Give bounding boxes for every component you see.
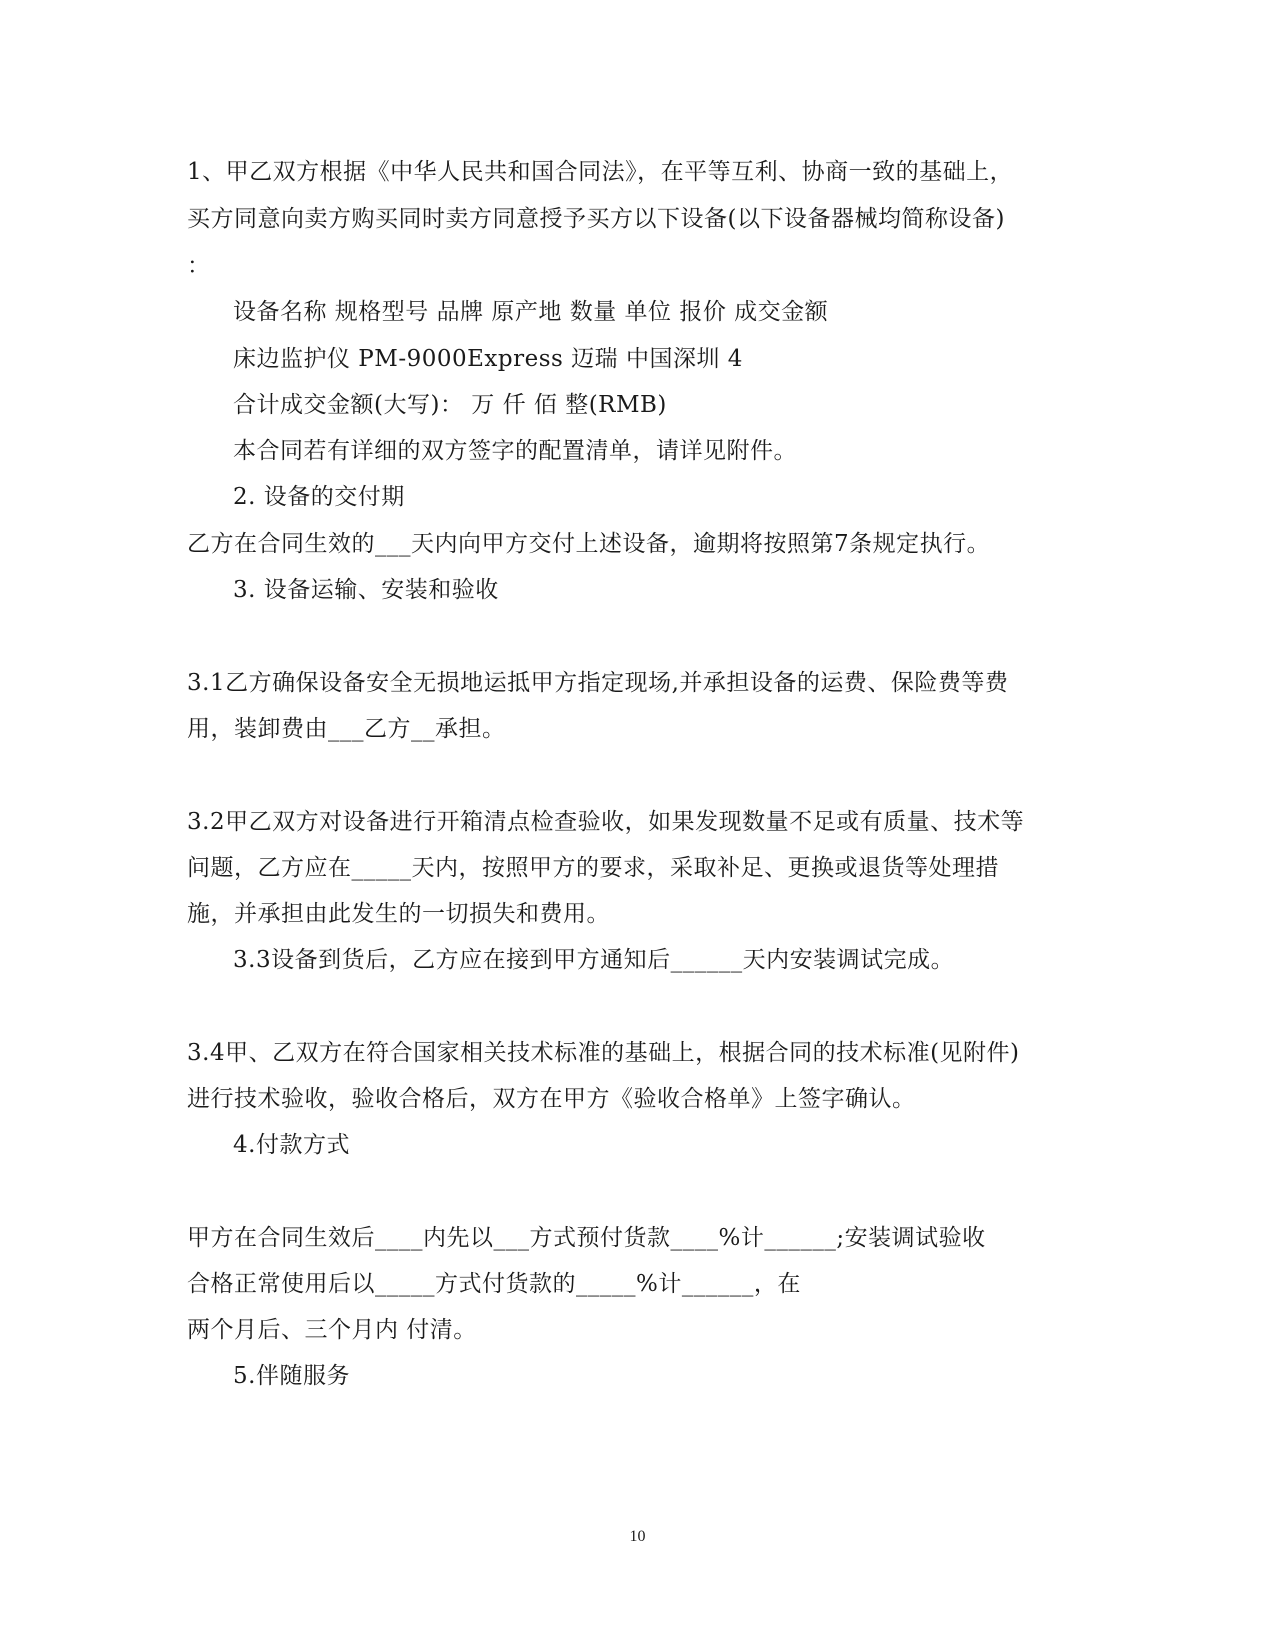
- clause-1-line-3: ：: [187, 253, 211, 279]
- equipment-table-row: 床边监护仪 PM-9000Express 迈瑞 中国深圳 4: [233, 346, 743, 372]
- clause-1-line-1: 1、甲乙双方根据《中华人民共和国合同法》，在平等互利、协商一致的基础上，: [187, 159, 1014, 185]
- section-5-heading: 5.伴随服务: [233, 1363, 350, 1389]
- equipment-table-header: 设备名称 规格型号 品牌 原产地 数量 单位 报价 成交金额: [233, 299, 829, 325]
- clause-3-2-line-3: 施，并承担由此发生的一切损失和费用。: [187, 901, 610, 927]
- total-amount-line: 合计成交金额(大写)： 万 仟 佰 整(RMB): [233, 392, 667, 418]
- clause-1-line-2: 买方同意向卖方购买同时卖方同意授予买方以下设备(以下设备器械均简称设备): [187, 206, 1005, 232]
- page-number: 10: [629, 1528, 646, 1545]
- section-4-heading: 4.付款方式: [233, 1132, 350, 1158]
- section-2-heading: 2. 设备的交付期: [233, 484, 405, 510]
- clause-3-4-line-2: 进行技术验收，验收合格后，双方在甲方《验收合格单》上签字确认。: [187, 1086, 916, 1112]
- section-3-heading: 3. 设备运输、安装和验收: [233, 577, 499, 603]
- clause-3-1-line-1: 3.1乙方确保设备安全无损地运抵甲方指定现场,并承担设备的运费、保险费等费: [187, 670, 1009, 696]
- section-2-body: 乙方在合同生效的___天内向甲方交付上述设备，逾期将按照第7条规定执行。: [187, 531, 991, 557]
- clause-3-2-line-2: 问题，乙方应在_____天内，按照甲方的要求，采取补足、更换或退货等处理措: [187, 855, 999, 881]
- clause-3-2-line-1: 3.2甲乙双方对设备进行开箱清点检查验收，如果发现数量不足或有质量、技术等: [187, 809, 1025, 835]
- clause-3-1-line-2: 用，装卸费由___乙方__承担。: [187, 716, 506, 742]
- clause-3-3: 3.3设备到货后，乙方应在接到甲方通知后______天内安装调试完成。: [233, 947, 955, 973]
- payment-line-2: 合格正常使用后以_____方式付货款的_____%计______，在: [187, 1271, 801, 1297]
- attachment-note: 本合同若有详细的双方签字的配置清单，请详见附件。: [233, 438, 797, 464]
- payment-line-3: 两个月后、三个月内 付清。: [187, 1317, 477, 1343]
- payment-line-1: 甲方在合同生效后____内先以___方式预付货款____%计______;安装调试验收: [187, 1225, 986, 1251]
- clause-3-4-line-1: 3.4甲、乙双方在符合国家相关技术标准的基础上，根据合同的技术标准(见附件): [187, 1040, 1020, 1066]
